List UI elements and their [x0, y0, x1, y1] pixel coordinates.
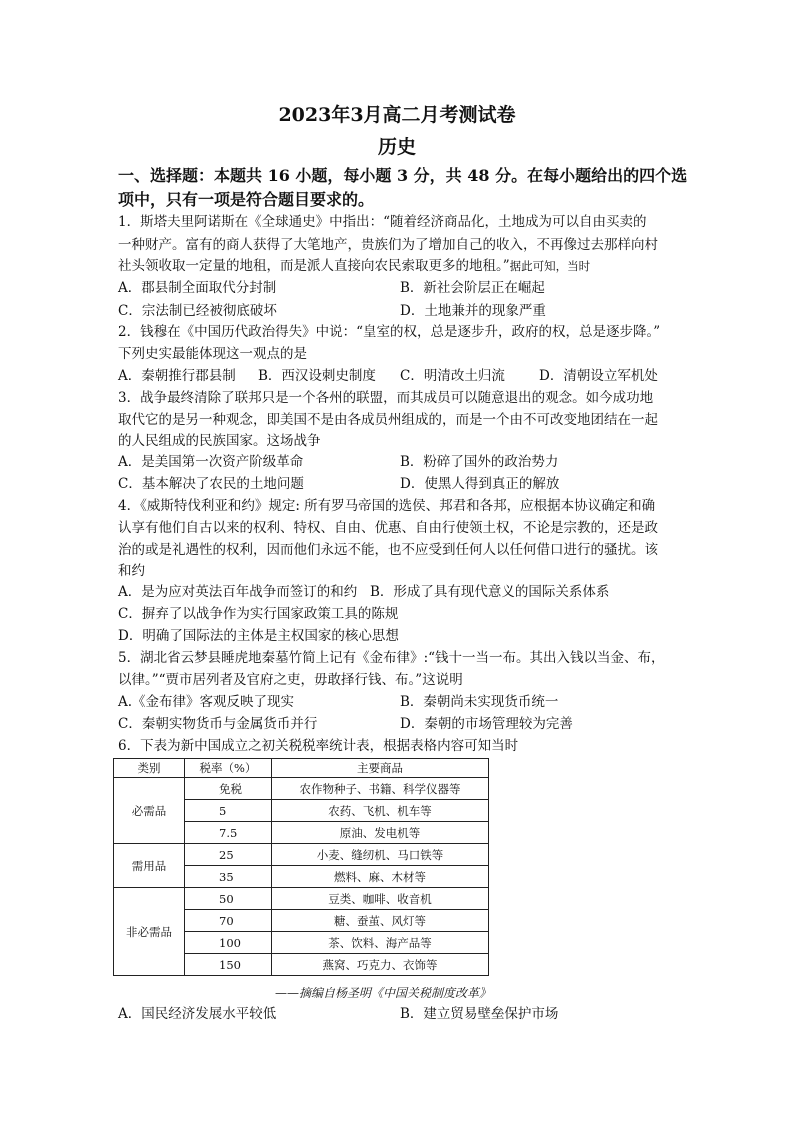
goods-cell: 茶、饮料、海产品等 [272, 932, 489, 954]
q2-option-b[interactable]: B．西汉设刺史制度 [258, 368, 376, 384]
header-rate: 税率（%） [185, 759, 272, 778]
table-row [114, 778, 489, 800]
q2-option-a[interactable]: A．秦朝推行郡县制 [118, 368, 236, 384]
q4-option-c[interactable]: C．摒弃了以战争作为实行国家政策工具的陈规 [118, 606, 399, 622]
table-row [114, 844, 489, 866]
q4-option-b[interactable]: B．形成了具有现代意义的国际关系体系 [370, 584, 610, 600]
rate-cell: 7.5 [185, 822, 272, 844]
q4-line-1: 4．《威斯特伐利亚和约》规定: 所有罗马帝国的选侯、邦君和各邦，应根据本协议确定和确 [118, 498, 656, 514]
q3-option-b[interactable]: B．粉碎了国外的政治势力 [400, 454, 559, 470]
q3-line-3: 的人民组成的民族国家。这场战争 [118, 433, 321, 449]
rate-cell: 5 [185, 800, 272, 822]
q3-line-2: 取代它的是另一种观念，即美国不是由各成员州组成的，而是一个由不可改变地团结在一起 [118, 412, 658, 428]
q1-option-d[interactable]: D．土地兼并的现象严重 [400, 303, 546, 319]
q2-option-c[interactable]: C．明清改土归流 [400, 368, 505, 384]
q5-option-b[interactable]: B．秦朝尚未实现货币统一 [400, 694, 559, 710]
subject-title: 历史 [377, 136, 416, 158]
q3-line-1: 3．战争最终清除了联邦只是一个各州的联盟，而其成员可以随意退出的观念。如今成功地 [118, 390, 654, 406]
category-cell: 非必需品 [114, 888, 185, 976]
exam-title: 2023年3月高二月考测试卷 [278, 104, 516, 126]
rate-cell: 25 [185, 844, 272, 866]
header-category: 类别 [114, 759, 185, 778]
rate-cell: 35 [185, 866, 272, 888]
category-cell: 必需品 [114, 778, 185, 844]
rate-cell: 150 [185, 954, 272, 976]
rate-cell: 70 [185, 910, 272, 932]
goods-cell: 农药、飞机、机车等 [272, 800, 489, 822]
q5-option-d[interactable]: D．秦朝的市场管理较为完善 [400, 716, 573, 732]
q4-option-a[interactable]: A．是为应对英法百年战争而签订的和约 [118, 584, 358, 600]
q1-option-b[interactable]: B．新社会阶层正在崛起 [400, 280, 545, 296]
tariff-table [113, 758, 489, 976]
rate-cell: 免税 [185, 778, 272, 800]
header-goods: 主要商品 [272, 759, 489, 778]
q1-line-2: 一种财产。富有的商人获得了大笔地产，贵族们为了增加自己的收入，不再像过去那样向村 [118, 237, 658, 253]
q6-option-a[interactable]: A．国民经济发展水平较低 [118, 1006, 277, 1022]
table-source: ——摘编自杨圣明《中国关税制度改革》 [275, 986, 492, 1000]
rate-cell: 100 [185, 932, 272, 954]
goods-cell: 豆类、咖啡、收音机 [272, 888, 489, 910]
q5-option-c[interactable]: C．秦朝实物货币与金属货币并行 [118, 716, 318, 732]
q4-option-d[interactable]: D．明确了国际法的主体是主权国家的核心思想 [118, 628, 399, 644]
table-header-row [114, 759, 489, 778]
q4-line-3: 治的或是礼遇性的权利，因而他们永远不能，也不应受到任何人以任何借口进行的骚扰。该 [118, 542, 658, 558]
goods-cell: 燕窝、巧克力、衣饰等 [272, 954, 489, 976]
section-heading-line-2: 项中，只有一项是符合题目要求的。 [118, 190, 375, 209]
q5-line-2: 以律。”“贾市居列者及官府之吏，毋敢择行钱、布。”这说明 [118, 672, 463, 688]
q3-option-d[interactable]: D．使黑人得到真正的解放 [400, 476, 560, 492]
q1-line-3 [118, 256, 590, 276]
q2-line-2: 下列史实最能体现这一观点的是 [118, 346, 307, 362]
q6-option-b[interactable]: B．建立贸易壁垒保护市场 [400, 1006, 559, 1022]
q6-line-1: 6．下表为新中国成立之初关税税率统计表，根据表格内容可知当时 [118, 738, 519, 754]
q1-line-1: 1．斯塔夫里阿诺斯在《全球通史》中指出：“随着经济商品化，土地成为可以自由买卖的 [118, 214, 647, 230]
q2-line-1: 2．钱穆在《中国历代政治得失》中说：“皇室的权，总是逐步升，政府的权，总是逐步降。” [118, 324, 661, 340]
category-cell: 需用品 [114, 844, 185, 888]
goods-cell: 农作物种子、书籍、科学仪器等 [272, 778, 489, 800]
goods-cell: 小麦、缝纫机、马口铁等 [272, 844, 489, 866]
q3-option-a[interactable]: A．是美国第一次资产阶级革命 [118, 454, 304, 470]
q1-option-a[interactable]: A．郡县制全面取代分封制 [118, 280, 277, 296]
q5-option-a[interactable]: A.《金布律》客观反映了现实 [118, 694, 295, 710]
rate-cell: 50 [185, 888, 272, 910]
q3-option-c[interactable]: C．基本解决了农民的土地问题 [118, 476, 304, 492]
section-heading-line-1: 一、选择题：本题共 16 小题，每小题 3 分，共 48 分。在每小题给出的四个选 [118, 166, 688, 185]
q4-line-2: 认享有他们自古以来的权利、特权、自由、优惠、自由行使领土权，不论是宗教的，还是政 [118, 520, 658, 536]
q1-option-c[interactable]: C．宗法制已经被彻底破坏 [118, 303, 277, 319]
q1-line-3-text: 社头领收取一定量的地租，而是派人直接向农民索取更多的地租。” [118, 258, 510, 274]
goods-cell: 原油、发电机等 [272, 822, 489, 844]
q2-option-d[interactable]: D．清朝设立军机处 [539, 368, 658, 384]
q4-line-4: 和约 [118, 563, 145, 579]
q1-tail: 据此可知，当时 [509, 259, 591, 273]
goods-cell: 燃料、麻、木材等 [272, 866, 489, 888]
q5-line-1: 5．湖北省云梦县睡虎地秦墓竹简上记有《金布律》:“钱十一当一布。其出入钱以当金、布， [118, 650, 665, 666]
table-row [114, 888, 489, 910]
goods-cell: 糖、蚕茧、风灯等 [272, 910, 489, 932]
